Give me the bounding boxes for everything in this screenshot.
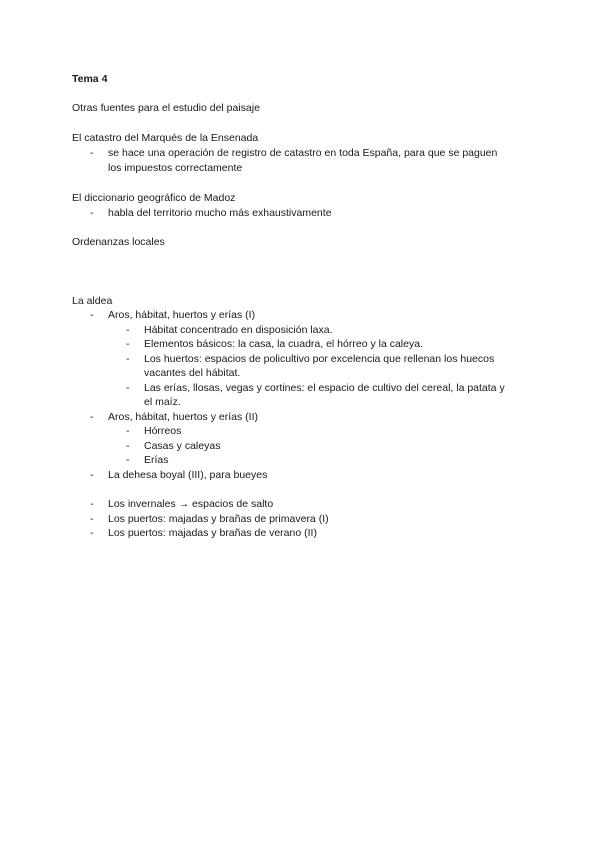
bullet-dash: - [90, 309, 94, 321]
sub-list-item: Las erías, llosas, vegas y cortines: el espacio de cultivo del cereal, la patata y [144, 382, 505, 394]
list-item-continuation: los impuestos correctamente [108, 162, 243, 174]
list-item: Los invernales → espacios de salto [108, 498, 274, 510]
sub-bullet-dash: - [126, 425, 130, 437]
intro-line: Otras fuentes para el estudio del paisaje [72, 102, 260, 114]
bullet-dash: - [90, 147, 94, 159]
sub-bullet-dash: - [126, 454, 130, 466]
page-title: Tema 4 [72, 73, 108, 85]
list-item: Aros, hábitat, huertos y erías (II) [108, 411, 258, 423]
list-item: La dehesa boyal (III), para bueyes [108, 469, 268, 481]
sub-bullet-dash: - [126, 440, 130, 452]
bullet-dash: - [90, 411, 94, 423]
sub-list-item-continuation: vacantes del hábitat. [144, 367, 241, 379]
bullet-dash: - [90, 527, 94, 539]
sub-bullet-dash: - [126, 382, 130, 394]
list-item: Los puertos: majadas y brañas de primavera (I) [108, 513, 329, 525]
bullet-dash: - [90, 207, 94, 219]
bullet-dash: - [90, 469, 94, 481]
list-item: habla del territorio mucho más exhaustivamente [108, 207, 332, 219]
bullet-dash: - [90, 513, 94, 525]
list-item: Aros, hábitat, huertos y erías (I) [108, 309, 256, 321]
sub-list-item: Casas y caleyas [144, 440, 221, 452]
sub-list-item: Los huertos: espacios de policultivo por excelencia que rellenan los huecos [144, 353, 495, 365]
list-item: Los puertos: majadas y brañas de verano (II) [108, 527, 317, 539]
sub-list-item-continuation: el maíz. [144, 396, 181, 408]
sub-bullet-dash: - [126, 324, 130, 336]
section-heading-aldea: La aldea [72, 295, 113, 307]
sub-bullet-dash: - [126, 353, 130, 365]
bullet-dash: - [90, 498, 94, 510]
section-heading-ordenanzas: Ordenanzas locales [72, 236, 165, 248]
section-heading-catastro: El catastro del Marqués de la Ensenada [72, 132, 259, 144]
sub-list-item: Hórreos [144, 425, 182, 437]
sub-list-item: Elementos básicos: la casa, la cuadra, el hórreo y la caleya. [144, 338, 423, 350]
sub-list-item: Erías [144, 454, 169, 466]
sub-bullet-dash: - [126, 338, 130, 350]
list-item: se hace una operación de registro de catastro en toda España, para que se paguen [108, 147, 498, 159]
sub-list-item: Hábitat concentrado en disposición laxa. [144, 324, 333, 336]
section-heading-madoz: El diccionario geográfico de Madoz [72, 192, 236, 204]
